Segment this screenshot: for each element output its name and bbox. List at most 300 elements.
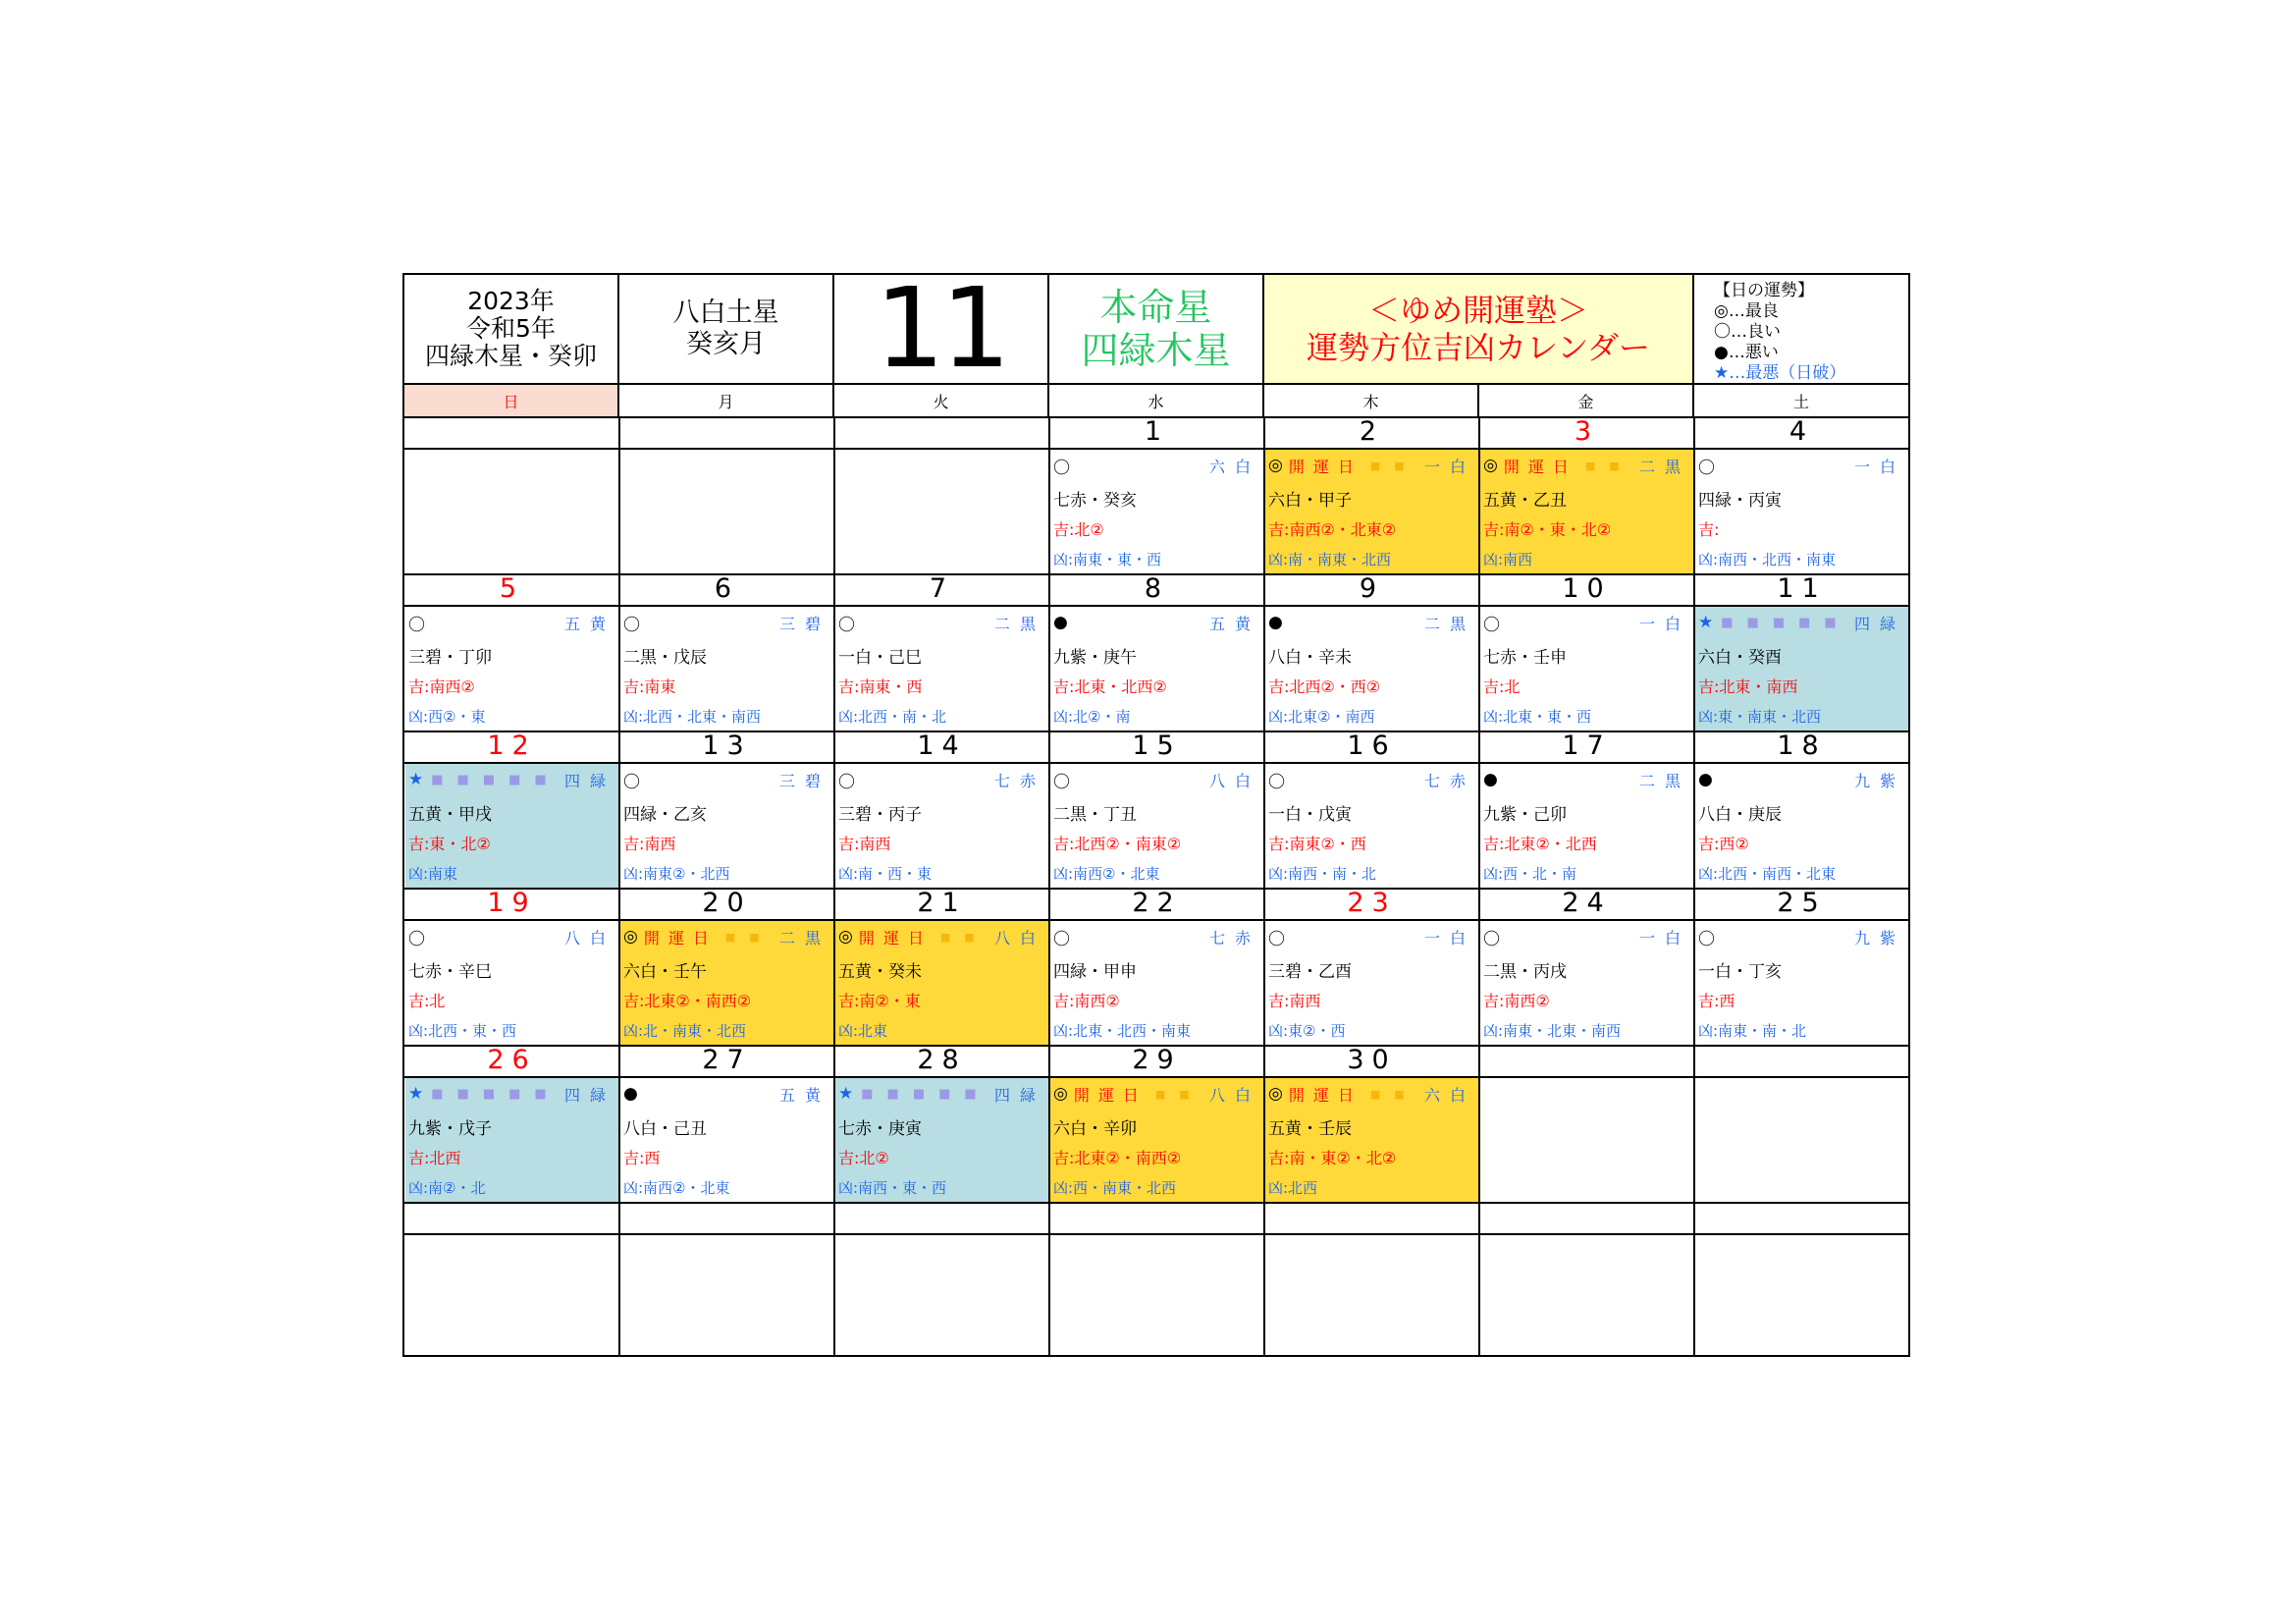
- day-cell[interactable]: [1050, 1078, 1263, 1202]
- year-line: 2023年: [467, 287, 555, 315]
- day-cell[interactable]: [620, 764, 833, 888]
- day-kanshi: 一白・己巳: [838, 648, 922, 668]
- lucky-directions: 吉:南東②・西: [1268, 835, 1366, 853]
- legend-bad: ●…悪い: [1714, 343, 1779, 362]
- day-cell[interactable]: [1480, 921, 1693, 1045]
- good-day-icon: 〇: [838, 772, 855, 792]
- unlucky-directions: 凶:南西・東・西: [838, 1179, 947, 1197]
- fortune-row: [1698, 767, 1905, 792]
- day-kanshi: 六白・壬午: [623, 962, 707, 982]
- day-star: 四緑: [993, 1085, 1045, 1105]
- weekday-1: 月: [619, 385, 834, 416]
- day-cell[interactable]: [1050, 450, 1263, 573]
- bad-day-icon: ●: [1698, 770, 1713, 789]
- day-number: 3: [1574, 415, 1600, 447]
- lucky-directions: 吉:北東②・南西②: [623, 992, 752, 1010]
- day-cell: [835, 450, 1048, 573]
- fortune-left: [1483, 770, 1498, 789]
- lucky-directions: 吉:南西: [838, 835, 891, 853]
- worst-day-icon: ★: [1698, 613, 1714, 632]
- fortune-row: [623, 767, 830, 792]
- lucky-directions: 吉:南②・東: [838, 992, 921, 1010]
- fortune-row: [408, 1081, 615, 1107]
- fortune-left: [1268, 613, 1283, 632]
- worst-day-icon: ★: [838, 1084, 854, 1104]
- legend-title: 【日の運勢】: [1714, 281, 1814, 300]
- day-star: 八白: [1208, 1085, 1260, 1105]
- day-cell: [620, 1235, 833, 1359]
- good-day-icon: 〇: [1698, 929, 1715, 949]
- day-star: 八白: [993, 928, 1045, 947]
- good-day-icon: 〇: [1053, 458, 1070, 478]
- era-line: 令和5年: [466, 314, 556, 343]
- fortune-row: [623, 924, 830, 949]
- day-kanshi: 四緑・乙亥: [623, 805, 707, 825]
- unlucky-directions: 凶:南②・北: [408, 1179, 486, 1197]
- worst-day-icon: ★: [408, 1084, 424, 1104]
- day-cell[interactable]: [1695, 607, 1908, 731]
- lucky-directions: 吉:北: [408, 992, 446, 1010]
- kaiun-label: 開運日: [1288, 1085, 1362, 1105]
- day-cell[interactable]: [1265, 1078, 1478, 1202]
- month-star-info: [619, 275, 834, 383]
- day-number: 30: [1347, 1044, 1397, 1075]
- day-number: 6: [714, 572, 740, 604]
- day-kanshi: 四緑・丙寅: [1698, 491, 1782, 511]
- day-star: 二黒: [1638, 771, 1690, 790]
- fortune-row: [1268, 1081, 1475, 1107]
- unlucky-directions: 凶:北西・北東・南西: [623, 708, 762, 726]
- day-number: 12: [487, 730, 537, 761]
- lucky-directions: 吉:南西②: [408, 677, 475, 696]
- bad-day-icon: ●: [1053, 613, 1068, 632]
- month-kanshi-line: 癸亥月: [686, 329, 766, 359]
- unlucky-directions: 凶:南・西・東: [838, 865, 933, 883]
- day-star: 一白: [1853, 457, 1905, 476]
- fortune-left: [408, 770, 561, 789]
- fortune-left: [838, 1084, 990, 1104]
- day-cell[interactable]: [405, 607, 618, 731]
- fortune-left: [1698, 454, 1715, 478]
- day-cell[interactable]: [1265, 607, 1478, 731]
- day-number: 17: [1562, 730, 1612, 761]
- good-day-icon: 〇: [408, 929, 425, 949]
- lucky-directions: 吉:北東②・北西: [1483, 835, 1597, 853]
- lucky-directions: 吉:北②: [838, 1149, 889, 1167]
- day-kanshi: 六白・癸酉: [1698, 648, 1782, 668]
- day-number: 13: [702, 730, 752, 761]
- unlucky-directions: 凶:南西・北西・南東: [1698, 551, 1837, 568]
- day-number: 16: [1347, 730, 1397, 761]
- day-star: 二黒: [1423, 614, 1475, 633]
- unlucky-directions: 凶:東②・西: [1268, 1022, 1346, 1040]
- day-number: 24: [1562, 887, 1612, 918]
- lucky-directions: 吉:北西: [408, 1149, 461, 1167]
- day-cell[interactable]: [1695, 764, 1908, 888]
- unlucky-directions: 凶:西・南東・北西: [1053, 1179, 1177, 1197]
- day-star: 四緑: [1853, 614, 1905, 633]
- day-star: 九紫: [1853, 771, 1905, 790]
- day-cell[interactable]: [1050, 764, 1263, 888]
- day-number: [834, 1202, 1049, 1231]
- day-cell: [405, 450, 618, 573]
- day-star: 八白: [563, 928, 615, 947]
- bad-day-icon: ●: [1483, 770, 1498, 789]
- kaiun-label: 開運日: [1073, 1085, 1148, 1105]
- unlucky-directions: 凶:北・南東・北西: [623, 1022, 747, 1040]
- day-cell: [835, 1235, 1048, 1359]
- day-cell[interactable]: [1695, 921, 1908, 1045]
- day-kanshi: 五黄・壬辰: [1268, 1119, 1352, 1139]
- lucky-directions: 吉:南西: [623, 835, 676, 853]
- unlucky-directions: 凶:南・南東・北西: [1268, 551, 1392, 568]
- day-cell[interactable]: [1265, 450, 1478, 573]
- lucky-directions: 吉:南②・東・北②: [1483, 520, 1612, 539]
- weekday-4: 木: [1264, 385, 1479, 416]
- unlucky-directions: 凶:南東・北東・南西: [1483, 1022, 1622, 1040]
- day-number: 1: [1144, 415, 1170, 447]
- fortune-row: [1053, 610, 1260, 635]
- brand-name: ＜ゆめ開運塾＞: [1367, 292, 1588, 329]
- day-number: 22: [1132, 887, 1182, 918]
- day-kanshi: 七赤・癸亥: [1053, 491, 1137, 511]
- lucky-directions: 吉:南西: [1268, 992, 1321, 1010]
- fortune-left: [1268, 768, 1285, 792]
- day-star: 一白: [1638, 614, 1690, 633]
- fortune-row: [1698, 924, 1905, 949]
- fortune-left: [1053, 768, 1070, 792]
- day-kanshi: 九紫・己卯: [1483, 805, 1567, 825]
- day-star: 九紫: [1853, 928, 1905, 947]
- day-kanshi: 一白・丁亥: [1698, 962, 1782, 982]
- fortune-calendar: [402, 265, 1910, 1357]
- honmei-label: 本命星: [1099, 286, 1212, 329]
- day-kanshi: 八白・庚辰: [1698, 805, 1782, 825]
- lucky-directions: 吉:: [1698, 520, 1720, 539]
- day-cell: [1480, 1078, 1693, 1202]
- unlucky-directions: 凶:南西②・北東: [1053, 865, 1160, 883]
- day-kanshi: 二黒・丙戌: [1483, 962, 1567, 982]
- day-number: 2: [1359, 415, 1385, 447]
- day-kanshi: 一白・戊寅: [1268, 805, 1352, 825]
- kaiun-label: 開運日: [1288, 457, 1362, 476]
- best-day-icon: ◎: [1268, 456, 1283, 475]
- legend-worst: ★…最悪（日破）: [1714, 363, 1846, 383]
- bad-day-icon: ●: [623, 1084, 638, 1104]
- day-star: 三碧: [778, 771, 830, 790]
- kaiun-squares: ■■: [1369, 459, 1418, 472]
- good-day-icon: 〇: [1483, 929, 1500, 949]
- fortune-row: [1268, 610, 1475, 635]
- day-cell[interactable]: [620, 921, 833, 1045]
- day-star: 一白: [1423, 457, 1475, 476]
- fortune-row: [408, 767, 615, 792]
- day-star: 六白: [1423, 1085, 1475, 1105]
- kaiun-squares: ■■: [1154, 1087, 1203, 1101]
- legend-good: 〇…良い: [1714, 322, 1781, 342]
- month-star-line: 八白土星: [672, 298, 779, 328]
- lucky-directions: 吉:西: [623, 1149, 661, 1167]
- unlucky-directions: 凶:南東・東・西: [1053, 551, 1162, 568]
- fortune-left: [1483, 925, 1500, 949]
- lucky-directions: 吉:南東・西: [838, 677, 923, 696]
- legend: [1694, 275, 1908, 383]
- day-number: [1479, 1045, 1694, 1074]
- unlucky-directions: 凶:北東: [838, 1022, 888, 1040]
- day-star: 五黄: [1208, 614, 1260, 633]
- fortune-left: [1053, 454, 1070, 478]
- fortune-row: [1053, 1081, 1260, 1107]
- fortune-row: [838, 924, 1045, 949]
- best-day-icon: ◎: [1053, 1084, 1068, 1104]
- fortune-row: [1053, 453, 1260, 478]
- day-kanshi: 二黒・戊辰: [623, 648, 707, 668]
- day-number: 4: [1789, 415, 1815, 447]
- fortune-left: [1268, 1083, 1418, 1106]
- day-number: 23: [1347, 887, 1397, 918]
- good-day-icon: 〇: [1483, 615, 1500, 635]
- day-kanshi: 六白・辛卯: [1053, 1119, 1137, 1139]
- unlucky-directions: 凶:北西・南・北: [838, 708, 947, 726]
- fortune-row: [1698, 453, 1905, 478]
- day-cell[interactable]: [1050, 921, 1263, 1045]
- fortune-left: [1268, 925, 1285, 949]
- year-info: [404, 275, 619, 383]
- day-number: 28: [917, 1044, 967, 1075]
- day-number: [1694, 1045, 1909, 1074]
- lucky-directions: 吉:南西②: [1483, 992, 1550, 1010]
- day-star: 二黒: [1638, 457, 1690, 476]
- fortune-left: [1483, 611, 1500, 635]
- fortune-left: [838, 926, 988, 948]
- day-kanshi: 六白・甲子: [1268, 491, 1352, 511]
- day-star: 四緑: [563, 1085, 615, 1105]
- year-star-line: 四緑木星・癸卯: [424, 342, 597, 370]
- day-number: 27: [702, 1044, 752, 1075]
- best-day-icon: ◎: [623, 927, 638, 947]
- day-cell[interactable]: [1480, 607, 1693, 731]
- fortune-row: [1698, 610, 1905, 635]
- fortune-row: [1483, 453, 1690, 478]
- unlucky-directions: 凶:西・北・南: [1483, 865, 1577, 883]
- day-cell[interactable]: [835, 1078, 1048, 1202]
- day-kanshi: 三碧・丁卯: [408, 648, 492, 668]
- best-day-icon: ◎: [838, 927, 853, 947]
- fortune-row: [1483, 924, 1690, 949]
- fortune-left: [408, 925, 425, 949]
- day-kanshi: 四緑・甲申: [1053, 962, 1137, 982]
- kaiun-squares: ■■: [939, 930, 988, 944]
- day-cell[interactable]: [835, 921, 1048, 1045]
- lucky-directions: 吉:東・北②: [408, 835, 491, 853]
- day-cell[interactable]: [835, 607, 1048, 731]
- kaiun-squares: ■■: [1369, 1087, 1418, 1101]
- day-number: [404, 1202, 619, 1231]
- unlucky-directions: 凶:北西・南西・北東: [1698, 865, 1837, 883]
- fortune-left: [1053, 925, 1070, 949]
- day-number: 29: [1132, 1044, 1182, 1075]
- good-day-icon: 〇: [408, 615, 425, 635]
- fortune-left: [1698, 613, 1850, 632]
- day-number: 19: [487, 887, 537, 918]
- day-number: [404, 416, 619, 446]
- day-number: [1264, 1202, 1479, 1231]
- day-star: 一白: [1638, 928, 1690, 947]
- fortune-row: [1483, 610, 1690, 635]
- fortune-left: [623, 926, 774, 948]
- fortune-row: [1268, 453, 1475, 478]
- day-cell: [405, 1235, 618, 1359]
- fortune-row: [838, 767, 1045, 792]
- fortune-row: [408, 924, 615, 949]
- day-number: 20: [702, 887, 752, 918]
- day-star: 五黄: [778, 1085, 830, 1105]
- day-kanshi: 五黄・乙丑: [1483, 491, 1567, 511]
- good-day-icon: 〇: [1268, 929, 1285, 949]
- day-number: 21: [917, 887, 967, 918]
- unlucky-directions: 凶:北②・南: [1053, 708, 1131, 726]
- legend-best: ◎…最良: [1714, 301, 1779, 321]
- day-cell[interactable]: [1050, 607, 1263, 731]
- weekday-5: 金: [1479, 385, 1694, 416]
- day-cell: [1265, 1235, 1478, 1359]
- kaiun-squares: ■■: [724, 930, 774, 944]
- day-number: 25: [1777, 887, 1827, 918]
- day-kanshi: 九紫・庚午: [1053, 648, 1137, 668]
- good-day-icon: 〇: [1053, 929, 1070, 949]
- day-number: [1479, 1202, 1694, 1231]
- day-number: 5: [499, 572, 525, 604]
- day-number: 14: [917, 730, 967, 761]
- lucky-directions: 吉:南・東②・北②: [1268, 1149, 1397, 1167]
- good-day-icon: 〇: [1053, 772, 1070, 792]
- lucky-directions: 吉:北東・南西: [1698, 677, 1798, 696]
- calendar-title: [1264, 275, 1694, 383]
- day-number: 26: [487, 1044, 537, 1075]
- day-kanshi: 五黄・癸未: [838, 962, 922, 982]
- day-cell[interactable]: [620, 1078, 833, 1202]
- day-number: 8: [1144, 572, 1170, 604]
- day-cell[interactable]: [1695, 450, 1908, 573]
- day-kanshi: 三碧・乙酉: [1268, 962, 1352, 982]
- fortune-row: [623, 610, 830, 635]
- day-cell[interactable]: [1265, 921, 1478, 1045]
- lucky-directions: 吉:西②: [1698, 835, 1749, 853]
- unlucky-directions: 凶:南西・南・北: [1268, 865, 1377, 883]
- day-number: 10: [1562, 572, 1612, 604]
- fortune-row: [838, 1081, 1045, 1107]
- bad-day-icon: ●: [1268, 613, 1283, 632]
- unlucky-directions: 凶:北東②・南西: [1268, 708, 1375, 726]
- fortune-row: [623, 1081, 830, 1107]
- title-text: 運勢方位吉凶カレンダー: [1307, 329, 1650, 366]
- fortune-row: [408, 610, 615, 635]
- day-star: 三碧: [778, 614, 830, 633]
- day-cell[interactable]: [405, 1078, 618, 1202]
- fortune-row: [1483, 767, 1690, 792]
- day-cell: [1050, 1235, 1263, 1359]
- day-cell[interactable]: [1265, 764, 1478, 888]
- fortune-row: [1268, 924, 1475, 949]
- day-star: 二黒: [778, 928, 830, 947]
- unlucky-directions: 凶:南東②・北西: [623, 865, 730, 883]
- lucky-directions: 吉:南西②・北東②: [1268, 520, 1397, 539]
- lucky-directions: 吉:北: [1483, 677, 1521, 696]
- day-star: 八白: [1208, 771, 1260, 790]
- day-number: [1694, 1202, 1909, 1231]
- unlucky-directions: 凶:南西②・北東: [623, 1179, 730, 1197]
- fortune-left: [838, 611, 855, 635]
- day-star: 四緑: [563, 771, 615, 790]
- day-star: 七赤: [1423, 771, 1475, 790]
- day-cell[interactable]: [1480, 764, 1693, 888]
- unlucky-directions: 凶:南東・南・北: [1698, 1022, 1807, 1040]
- lucky-directions: 吉:北西②・西②: [1268, 677, 1381, 696]
- kaiun-label: 開運日: [1503, 457, 1577, 476]
- weekday-2: 火: [834, 385, 1049, 416]
- good-day-icon: 〇: [623, 615, 640, 635]
- fortune-left: [1698, 925, 1715, 949]
- unlucky-directions: 凶:東・南東・北西: [1698, 708, 1822, 726]
- fortune-left: [408, 611, 425, 635]
- hajitsu-squares: ■■■■■: [431, 1086, 561, 1102]
- lucky-directions: 吉:北西②・南東②: [1053, 835, 1182, 853]
- day-kanshi: 八白・辛未: [1268, 648, 1352, 668]
- day-cell[interactable]: [835, 764, 1048, 888]
- unlucky-directions: 凶:北東・北西・南東: [1053, 1022, 1192, 1040]
- fortune-left: [1483, 455, 1633, 477]
- good-day-icon: 〇: [1698, 458, 1715, 478]
- day-star: 六白: [1208, 457, 1260, 476]
- day-cell: [1480, 1235, 1693, 1359]
- best-day-icon: ◎: [1268, 1084, 1283, 1104]
- fortune-left: [1053, 613, 1068, 632]
- day-star: 七赤: [993, 771, 1045, 790]
- day-star: 五黄: [563, 614, 615, 633]
- day-kanshi: 七赤・壬申: [1483, 648, 1567, 668]
- weekday-0: 日: [404, 385, 619, 416]
- day-number: 15: [1132, 730, 1182, 761]
- honmei-value: 四緑木星: [1081, 329, 1231, 372]
- hajitsu-squares: ■■■■■: [1721, 615, 1850, 630]
- day-cell[interactable]: [620, 607, 833, 731]
- lucky-directions: 吉:北東・北西②: [1053, 677, 1167, 696]
- grid-line: [404, 383, 1908, 385]
- day-cell[interactable]: [405, 764, 618, 888]
- fortune-left: [623, 768, 640, 792]
- worst-day-icon: ★: [408, 770, 424, 789]
- unlucky-directions: 凶:南東: [408, 865, 458, 883]
- day-kanshi: 七赤・庚寅: [838, 1119, 922, 1139]
- hajitsu-squares: ■■■■■: [861, 1086, 990, 1102]
- fortune-left: [408, 1084, 561, 1104]
- fortune-row: [838, 610, 1045, 635]
- kaiun-label: 開運日: [858, 928, 933, 947]
- day-cell[interactable]: [405, 921, 618, 1045]
- fortune-left: [623, 1084, 638, 1104]
- hajitsu-squares: ■■■■■: [431, 772, 561, 787]
- unlucky-directions: 凶:北西・東・西: [408, 1022, 517, 1040]
- good-day-icon: 〇: [838, 615, 855, 635]
- lucky-directions: 吉:北東②・南西②: [1053, 1149, 1182, 1167]
- day-cell[interactable]: [1480, 450, 1693, 573]
- kaiun-label: 開運日: [643, 928, 718, 947]
- day-number: 18: [1777, 730, 1827, 761]
- day-kanshi: 八白・己丑: [623, 1119, 707, 1139]
- day-kanshi: 七赤・辛巳: [408, 962, 492, 982]
- fortune-left: [838, 768, 855, 792]
- weekday-6: 土: [1792, 392, 1809, 411]
